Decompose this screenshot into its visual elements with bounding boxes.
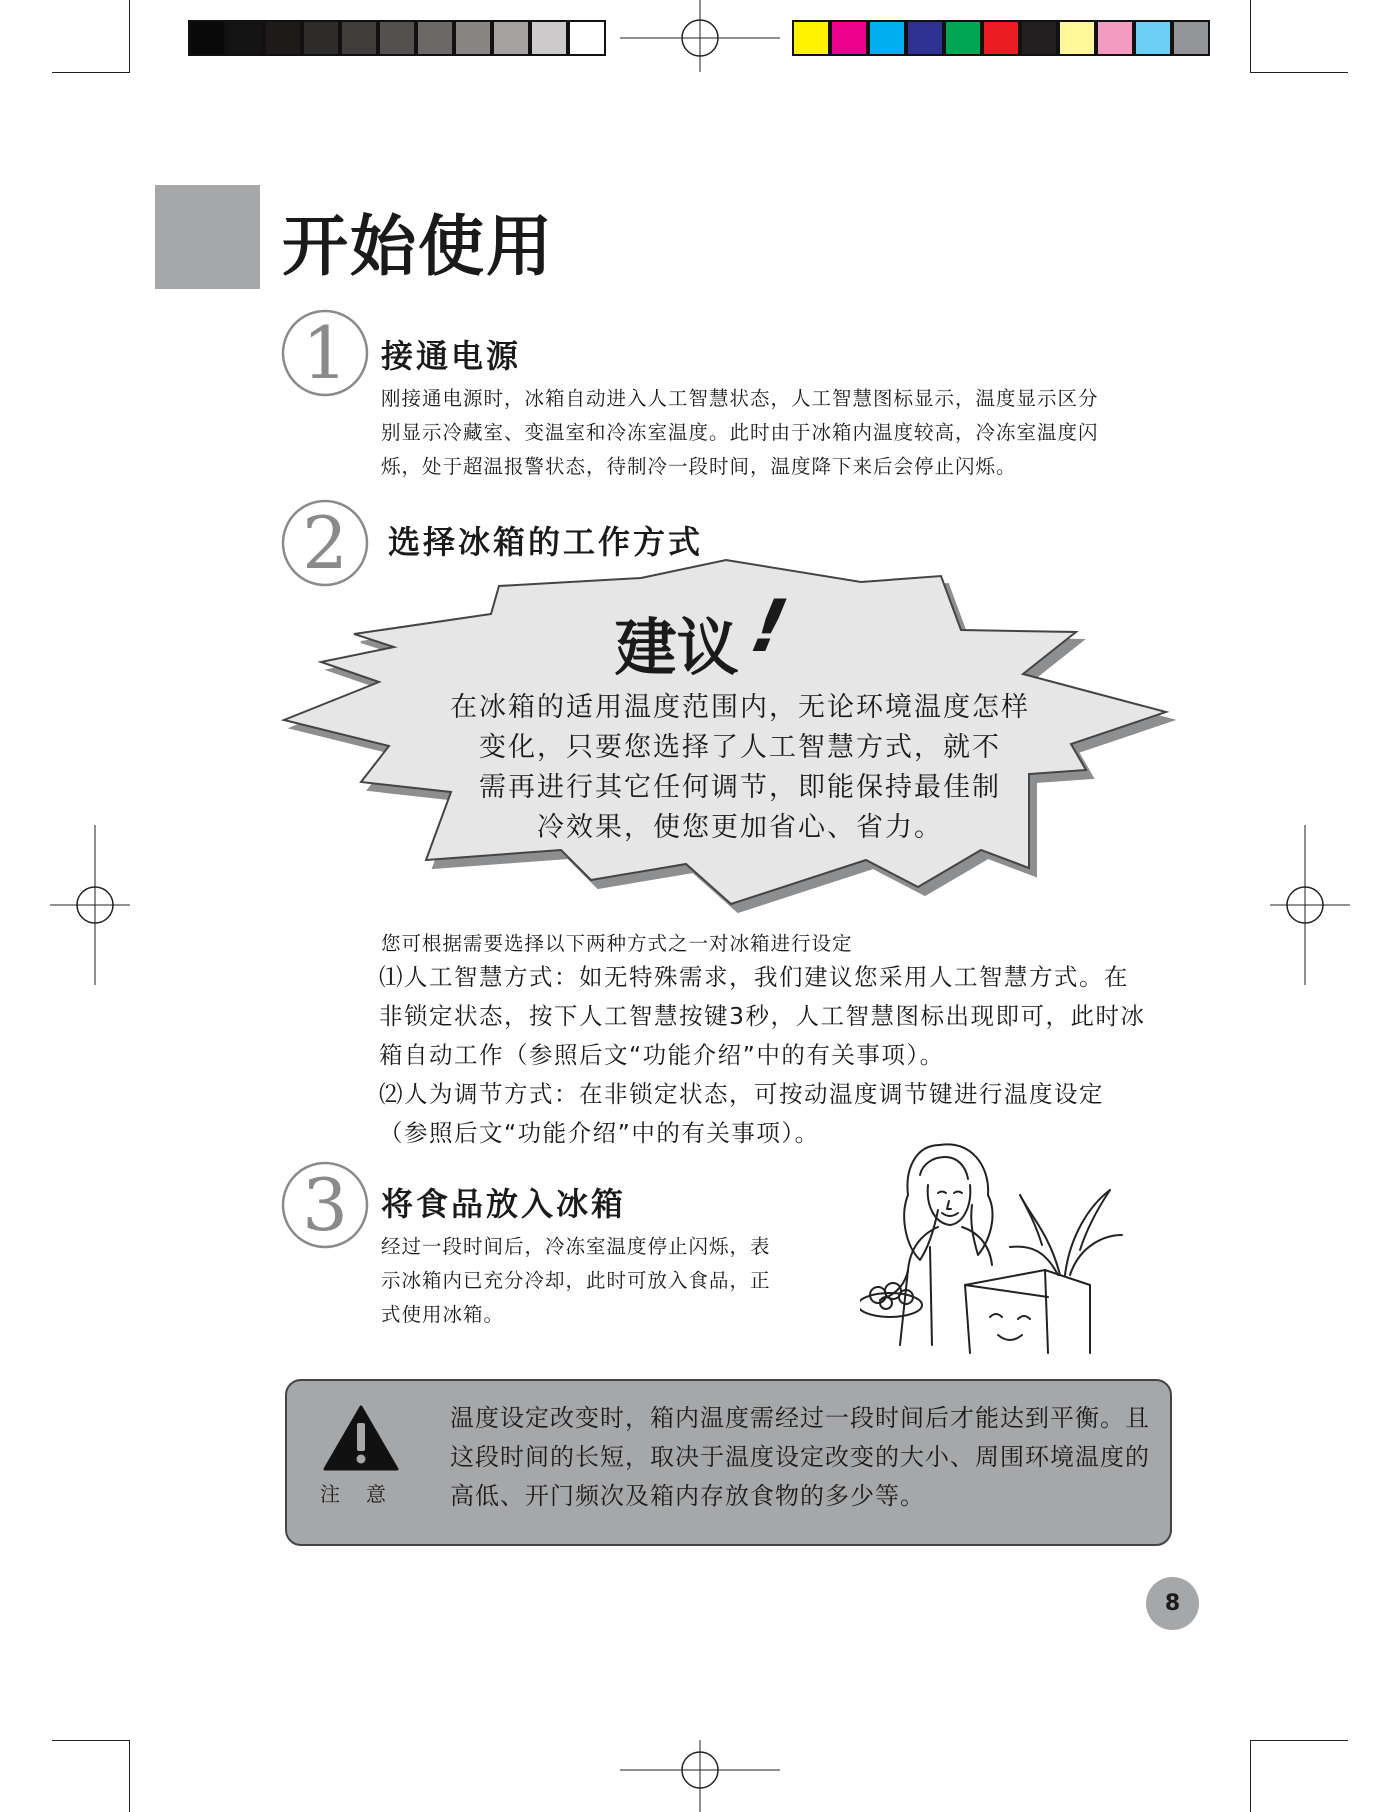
mode-line: ⑴人工智慧方式：如无特殊需求，我们建议您采用人工智慧方式。在	[379, 963, 1129, 991]
notice-line: 这段时间的长短，取决于温度设定改变的大小、周围环境温度的	[450, 1443, 1150, 1471]
step-3-line: 式使用冰箱。	[381, 1303, 505, 1326]
step-1-line: 烁，处于超温报警状态，待制冷一段时间，温度降下来后会停止闪烁。	[381, 455, 1017, 478]
modes-intro: 您可根据需要选择以下两种方式之一对冰箱进行设定	[381, 932, 853, 955]
mode-line: （参照后文“功能介绍”中的有关事项）。	[379, 1119, 820, 1147]
advice-title	[0, 584, 1400, 684]
mode-line: ⑵人为调节方式：在非锁定状态，可按动温度调节键进行温度设定	[379, 1080, 1104, 1108]
notice-label: 注意	[320, 1482, 412, 1506]
step-3-title: 将食品放入冰箱	[381, 1185, 627, 1223]
advice-line: 在冰箱的适用温度范围内，无论环境温度怎样	[450, 692, 1030, 723]
modes-list	[379, 958, 1145, 1153]
notice-line: 高低、开门频次及箱内存放食物的多少等。	[450, 1482, 925, 1510]
mode-line: 箱自动工作（参照后文“功能介绍”中的有关事项）。	[379, 1041, 945, 1069]
step-3-line: 经过一段时间后，冷冻室温度停止闪烁，表	[381, 1235, 771, 1258]
notice-text	[450, 1399, 1150, 1516]
registration-mark-bottom	[620, 1740, 780, 1812]
step-1-title: 接通电源	[381, 337, 522, 375]
step-2-number: 2	[302, 501, 348, 585]
step-3-number: 3	[302, 1163, 348, 1247]
advice-body	[0, 688, 1400, 848]
advice-line: 冷效果，使您更加省心、省力。	[537, 812, 943, 843]
woman-with-fridge-illustration	[860, 1135, 1130, 1355]
page-number: 8	[1164, 1591, 1181, 1616]
warning-triangle-icon	[323, 1403, 399, 1471]
advice-line: 需再进行其它任何调节，即能保持最佳制	[479, 772, 1001, 803]
mode-line: 非锁定状态，按下人工智慧按键3秒，人工智慧图标出现即可，此时冰	[379, 1002, 1146, 1030]
step-1-number: 1	[302, 311, 348, 395]
notice-line: 温度设定改变时，箱内温度需经过一段时间后才能达到平衡。且	[450, 1404, 1150, 1432]
step-2-title: 选择冰箱的工作方式	[388, 523, 704, 561]
advice-line: 变化，只要您选择了人工智慧方式，就不	[479, 732, 1001, 763]
advice-title-text: 建议	[614, 611, 739, 684]
step-1-line: 刚接通电源时，冰箱自动进入人工智慧状态，人工智慧图标显示，温度显示区分	[381, 387, 1099, 410]
step-1-line: 别显示冷藏室、变温室和冷冻室温度。此时由于冰箱内温度较高，冷冻室温度闪	[381, 421, 1099, 444]
exclamation-icon: !	[743, 584, 795, 668]
step-3-line: 示冰箱内已充分冷却，此时可放入食品，正	[381, 1269, 771, 1292]
page-title: 开始使用	[282, 208, 554, 285]
step-3-paragraph	[381, 1230, 771, 1332]
